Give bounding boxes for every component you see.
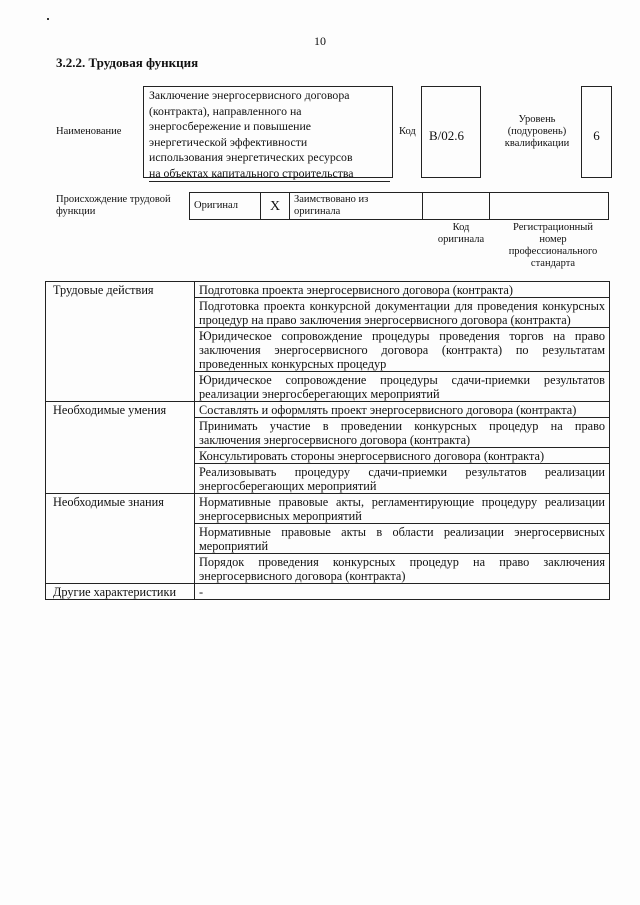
- origin-label-line: функции: [56, 206, 96, 217]
- code-label: Код: [399, 126, 416, 137]
- level-label-line: Уровень: [518, 114, 556, 125]
- item-cell: Юридическое сопровождение процедуры сдачи-приемки результатов реализации энергосберегающих мероприятий: [195, 372, 610, 402]
- code-value: B/02.6: [429, 128, 465, 143]
- original-mark: X: [269, 199, 281, 214]
- reg-number-line: профессионального: [508, 246, 598, 257]
- name-label: Наименование: [56, 126, 122, 137]
- code-original-cell: [423, 193, 490, 220]
- item-cell: Принимать участие в проведении конкурсных процедур на право заключения энергосервисного договора (контракта): [195, 418, 610, 448]
- item-cell: Реализовывать процедуру сдачи-приемки результатов реализации энергосберегающих мероприятий: [195, 464, 610, 494]
- category-cell: Необходимые знания: [46, 494, 195, 584]
- level-label-line: квалификации: [504, 138, 570, 149]
- level-label-line: (подуровень): [507, 126, 567, 137]
- original-mark-cell: [261, 193, 290, 220]
- table-row: [46, 584, 610, 600]
- item-cell: Консультировать стороны энергосервисного договора (контракта): [195, 448, 610, 464]
- category-cell: Другие характеристики: [46, 584, 195, 600]
- function-name-line: Заключение энергосервисного договора: [149, 88, 350, 102]
- function-name-line: (контракта), направленного на: [149, 103, 302, 118]
- function-name-line: энергосбережение и повышение: [149, 119, 312, 133]
- item-cell: Юридическое сопровождение процедуры проведения торгов на право заключения энергосервисного договора (контракта) по результатам проведенных конкурсных процедур: [195, 328, 610, 372]
- reg-number-label: [497, 222, 609, 270]
- reg-number-line: Регистрационный: [513, 222, 593, 233]
- item-cell: Подготовка проекта конкурсной документации для проведения конкурсных процедур на право заключения энергосервисного договора (контракта): [195, 298, 610, 328]
- item-cell: Порядок проведения конкурсных процедур на право заключения энергосервисного договора (контракта): [195, 554, 610, 584]
- original-cell: [190, 193, 261, 220]
- item-cell: Нормативные правовые акты, регламентирующие процедуру реализации энергосервисных мероприятий: [195, 494, 610, 524]
- function-name-line: использования энергетических ресурсов: [149, 150, 353, 164]
- item-cell: Составлять и оформлять проект энергосервисного договора (контракта): [195, 402, 610, 418]
- code-original-line: оригинала: [437, 234, 485, 245]
- borrowed-label-line: оригинала: [294, 206, 341, 217]
- section-title: 3.2.2. Трудовая функция: [56, 55, 199, 70]
- original-label: Оригинал: [194, 200, 238, 211]
- borrowed-cell: [290, 193, 423, 220]
- reg-number-line: номер: [539, 234, 567, 245]
- code-original-label: [428, 222, 494, 246]
- level-value: 6: [593, 128, 600, 143]
- borrowed-label-line: Заимствовано из: [294, 194, 369, 205]
- origin-table: [189, 192, 609, 220]
- table-row: [46, 494, 610, 524]
- code-original-line: Код: [452, 222, 470, 233]
- origin-label: [56, 194, 186, 218]
- origin-label-line: Происхождение трудовой: [56, 194, 171, 205]
- function-name-box: [143, 86, 393, 178]
- reg-number-cell: [490, 193, 609, 220]
- characteristics-table: [45, 281, 610, 600]
- table-row: [46, 402, 610, 418]
- function-name-line: энергетической эффективности: [149, 134, 308, 149]
- item-cell: Нормативные правовые акты в области реализации энергосервисных мероприятий: [195, 524, 610, 554]
- item-cell: -: [195, 584, 610, 600]
- category-cell: Необходимые умения: [46, 402, 195, 494]
- item-cell: Подготовка проекта энергосервисного договора (контракта): [195, 282, 610, 298]
- reg-number-line: стандарта: [530, 258, 576, 269]
- function-name-line: на объектах капитального строительства: [149, 166, 390, 183]
- scan-speck: [47, 18, 49, 20]
- table-row: [46, 282, 610, 298]
- page-number: 10: [314, 34, 326, 48]
- category-cell: Трудовые действия: [46, 282, 195, 402]
- level-label: [497, 114, 577, 150]
